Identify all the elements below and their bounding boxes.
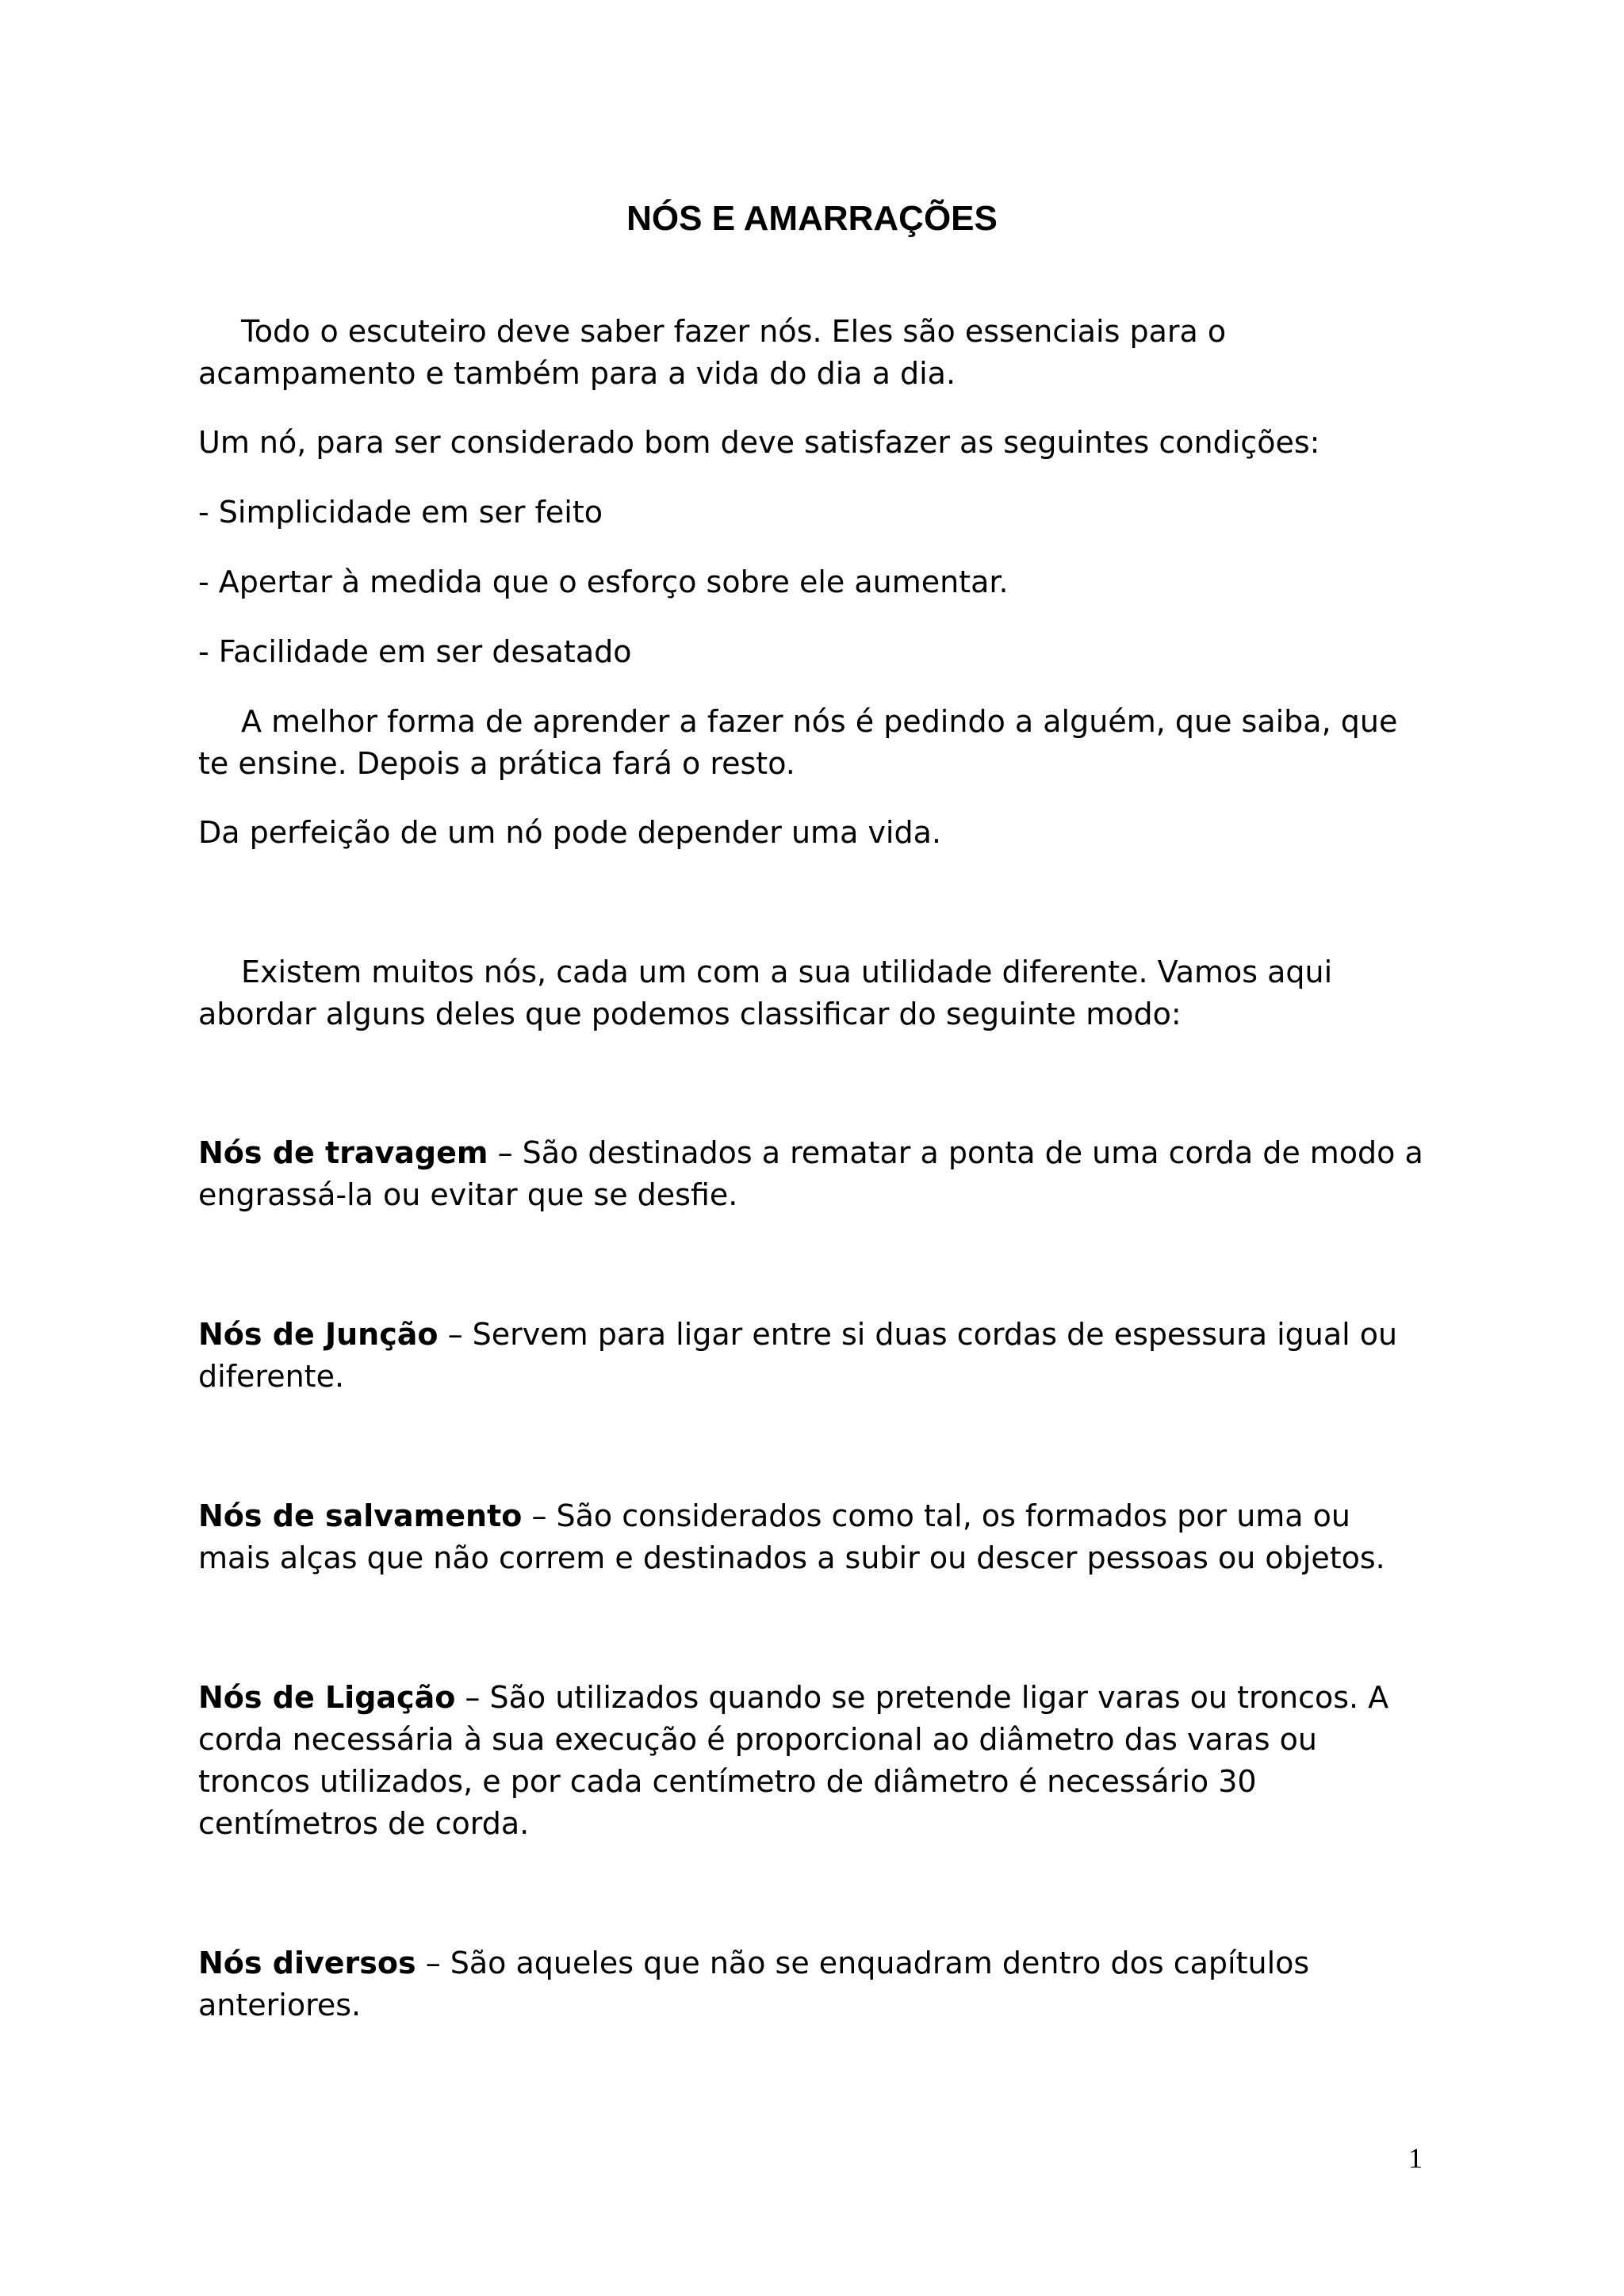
page-number: 1 <box>1408 2142 1423 2174</box>
category-salvamento <box>198 1495 1451 1579</box>
category-ligacao-line-4: centímetros de corda. <box>198 1806 530 1841</box>
category-term: Nós diversos <box>198 1946 416 1980</box>
classification-line-2: abordar alguns deles que podemos classificar do seguinte modo: <box>198 997 1182 1031</box>
conditions-intro: Um nó, para ser considerado bom deve satisfazer as seguintes condições: <box>198 425 1320 460</box>
learning-line-1: A melhor forma de aprender a fazer nós é pedindo a alguém, que saiba, que <box>241 704 1398 739</box>
category-term: Nós de salvamento <box>198 1498 523 1533</box>
condition-item-3: - Facilidade em ser desatado <box>198 634 632 669</box>
category-text: – São destinados a rematar a ponta de uma corda de modo a <box>488 1135 1423 1170</box>
category-term: Nós de Junção <box>198 1317 439 1352</box>
intro-line-2: acampamento e também para a vida do dia a dia. <box>198 356 956 391</box>
category-travagem-line-1 <box>198 1132 1451 1174</box>
classification-line-1: Existem muitos nós, cada um com a sua utilidade diferente. Vamos aqui <box>241 955 1333 989</box>
category-salvamento-line-1 <box>198 1495 1451 1537</box>
category-diversos-line-1 <box>198 1942 1451 1984</box>
learning-line-2: te ensine. Depois a prática fará o resto. <box>198 746 795 781</box>
intro-line-1: Todo o escuteiro deve saber fazer nós. Eles são essenciais para o <box>241 314 1227 349</box>
life-paragraph: Da perfeição de um nó pode depender uma vida. <box>198 815 941 850</box>
category-travagem <box>198 1132 1451 1216</box>
condition-item-2: - Apertar à medida que o esforço sobre ele aumentar. <box>198 564 1009 599</box>
category-ligacao-line-3: troncos utilizados, e por cada centímetro de diâmetro é necessário 30 <box>198 1764 1257 1799</box>
category-diversos <box>198 1942 1451 2026</box>
category-text: – Servem para ligar entre si duas cordas de espessura igual ou <box>438 1317 1398 1352</box>
category-ligacao-line-1 <box>198 1677 1451 1719</box>
category-text: – São aqueles que não se enquadram dentro dos capítulos <box>416 1946 1310 1980</box>
category-ligacao <box>198 1677 1451 1845</box>
category-term: Nós de travagem <box>198 1135 488 1170</box>
classification-intro <box>198 951 1451 1035</box>
category-text: – São considerados como tal, os formados por uma ou <box>522 1498 1351 1533</box>
page-title: NÓS E AMARRAÇÕES <box>626 199 998 238</box>
learning-paragraph <box>198 701 1451 785</box>
category-juncao <box>198 1314 1451 1398</box>
category-juncao-line-2: diferente. <box>198 1359 345 1394</box>
category-diversos-line-2: anteriores. <box>198 1988 362 2022</box>
category-ligacao-line-2: corda necessária à sua execução é proporcional ao diâmetro das varas ou <box>198 1722 1317 1757</box>
condition-item-1: - Simplicidade em ser feito <box>198 495 603 530</box>
category-juncao-line-1 <box>198 1314 1451 1356</box>
intro-paragraph <box>198 311 1451 395</box>
category-travagem-line-2: engrassá-la ou evitar que se desfie. <box>198 1177 738 1212</box>
category-text: – São utilizados quando se pretende ligar varas ou troncos. A <box>455 1680 1389 1715</box>
category-term: Nós de Ligação <box>198 1680 456 1715</box>
category-salvamento-line-2: mais alças que não correm e destinados a subir ou descer pessoas ou objetos. <box>198 1540 1385 1575</box>
